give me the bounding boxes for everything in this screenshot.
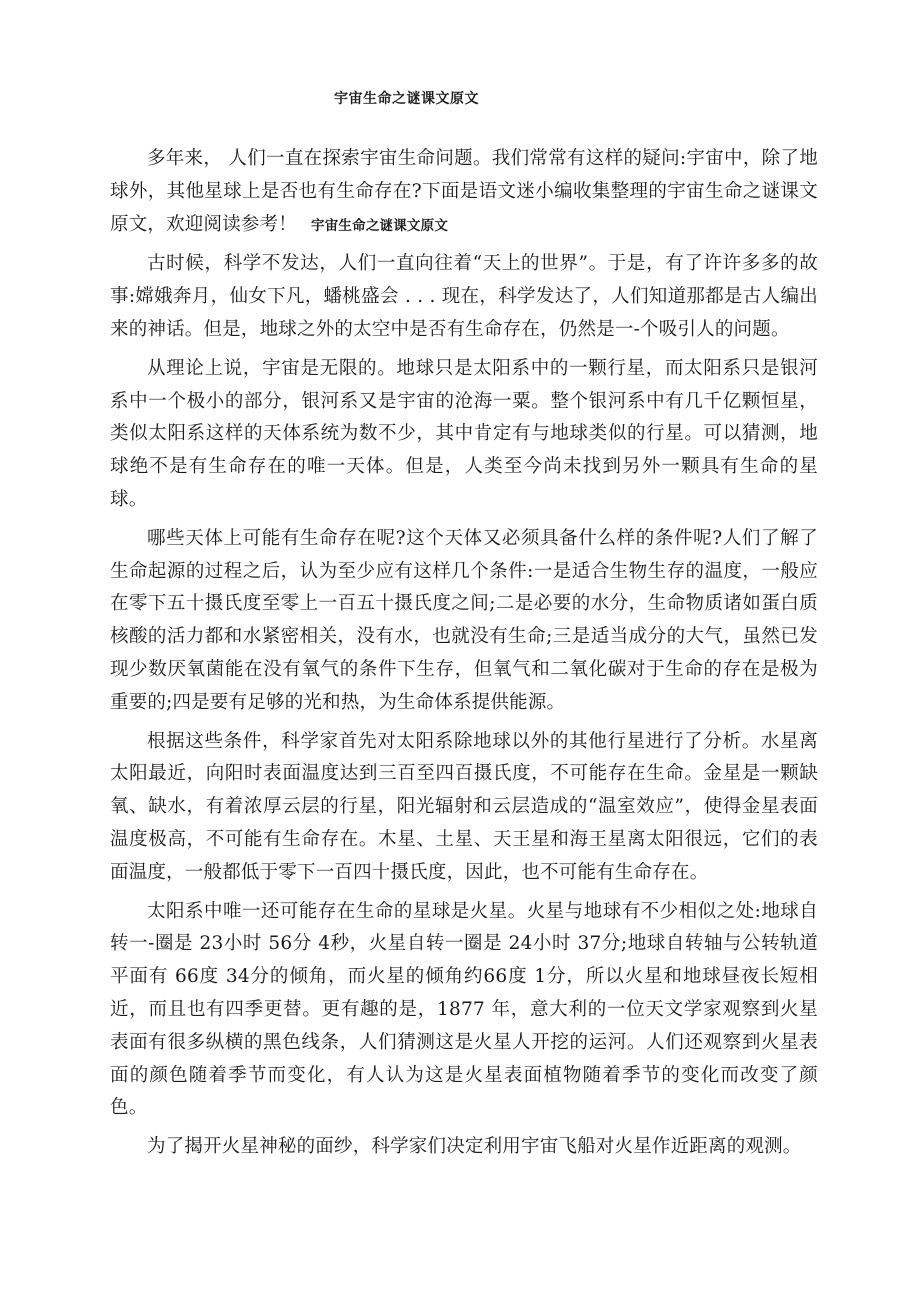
intro-text: 多年来， 人们一直在探索宇宙生命问题。我们常常有这样的疑问:宇宙中，除了地球外，其他星球上是否也有生命存在?下面是语文迷小编收集整理的宇宙生命之谜课文原文，欢迎阅读参考！ xyxy=(110,148,818,235)
document-body xyxy=(110,143,818,1164)
paragraph-spacecraft: 为了揭开火星神秘的面纱，科学家们决定利用宇宙飞船对火星作近距离的观测。 xyxy=(147,1136,802,1158)
inline-heading: 宇宙生命之谜课文原文 xyxy=(311,217,449,234)
paragraph-planets: 根据这些条件，科学家首先对太阳系除地球以外的其他行星进行了分析。水星离太阳最近，向阳时表面温度达到三百至四百摄氏度，不可能存在生命。金星是一颗缺氧、缺水，有着浓厚云层的行星，阳光辐射和云层造成的“温室效应”，使得金星表面 温度极高，不可能有生命存在。木星、土星、天王星和海王星离太阳很远，它们的表 面温度，一般都低于零下一百四十摄氏度，因此，也不可能有生命存在。 xyxy=(110,730,818,883)
paragraph-theory: 从理论上说，宇宙是无限的。地球只是太阳系中的一颗行星，而太阳系只是银河系中一个极小的部分，银河系又是宇宙的沧海一粟。整个银河系中有几千亿颗恒星，类似太阳系这样的天体系统为数不少，其中肯定有与地球类似的行星。可以猜测，地球绝不是有生命存在的唯一天体。但是，人类至今尚未找到另外一颗具有生命的星球。 xyxy=(110,357,818,510)
paragraph-mars: 太阳系中唯一还可能存在生命的星球是火星。火星与地球有不少相似之处:地球自转一-圈是 23小时 56分 4秒，火星自转一圈是 24小时 37分;地球自转轴与公转轨道平面有 66度 34分的倾角，而火星的倾角约66度 1分，所以火星和地球昼夜长短相近，而且也有四季更替。更有趣的是，1877 年，意大利的一位天文学家观察到火星表面有很多纵横的黑色线条，人们猜测这是火星人开挖的运河。人们还观察到火星表面的颜色随着季节而变化，有人认为这是火星表面植物随着季节的变化而改变了颜色。 xyxy=(110,900,818,1119)
paragraph-conditions: 哪些天体上可能有生命存在呢?这个天体又必须具备什么样的条件呢?人们了解了生命起源的过程之后，认为至少应有这样几个条件:一是适合生物生存的温度，一般应在零下五十摄氏度至零上一百五十摄氏度之间;二是必要的水分，生命物质诸如蛋白质核酸的活力都和水紧密相关，没有水，也就没有生命;三是适当成分的大气，虽然已发现少数厌氧菌能在没有氧气的条件下生存，但氧气和二氧化碳对于生命的存在是极为重要的;四是要有足够的光和热，为生命体系提供能源。 xyxy=(110,527,818,713)
paragraph-myths: 古时候，科学不发达，人们一直向往着“天上的世界”。于是，有了许许多多的故事:嫦娥奔月，仙女下凡，蟠桃盛会 . . . 现在，科学发达了，人们知道那都是古人编出来的神话。但是，地球之外的太空中是否有生命存在，仍然是一-个吸引人的问题。 xyxy=(110,253,818,340)
intro-paragraph xyxy=(110,143,818,242)
document-title: 宇宙生命之谜课文原文 xyxy=(334,91,479,107)
